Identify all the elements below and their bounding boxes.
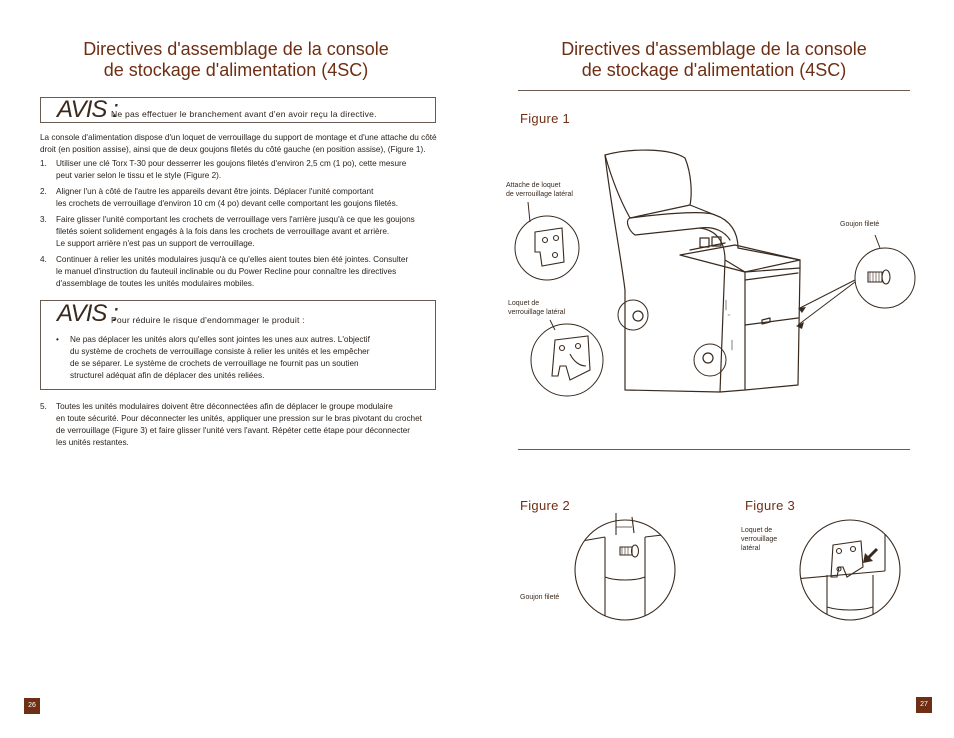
press-arrow-icon	[863, 549, 877, 563]
step-line: filetés soient solidement engagés à la fois dans les crochets de verrouillage avant et arrière.	[56, 227, 390, 236]
notice-text-2: Pour réduire le risque d'endommager le produit :	[111, 315, 305, 325]
side-latch-detail	[552, 336, 590, 380]
bullet-line: structurel adéquat afin de déplacer des unités reliées.	[70, 371, 265, 380]
step-line: d'assemblage de toutes les unités modulaires mobiles.	[56, 279, 255, 288]
figure-3-label: Figure 3	[745, 498, 796, 513]
left-title-line1: Directives d'assemblage de la console	[83, 39, 389, 59]
callout-latch-clip	[515, 216, 579, 280]
bullet-line: Ne pas déplacer les unités alors qu'elles sont jointes les unes aux autres. L'objectif	[70, 335, 370, 344]
caption-line: verrouillage	[741, 536, 778, 543]
bullet-line: de se séparer. Le système de crochets de verrouillage ne fournit pas un soutien	[70, 359, 359, 368]
notice-text-1: Ne pas effectuer le branchement avant d'en avoir reçu la directive.	[111, 109, 377, 119]
caption-threaded-stud-2: Goujon fileté	[520, 594, 560, 601]
callout-side-latch	[531, 324, 603, 396]
caption-threaded-stud-1: Goujon fileté	[840, 221, 880, 228]
step-number: 4.	[40, 255, 47, 264]
page-number-left: 26	[24, 698, 40, 714]
notice-title-2: AVIS :	[57, 300, 118, 327]
step-line: Continuer à relier les unités modulaires jusqu'à ce qu'elles aient toutes bien été jointes. Consulter	[56, 255, 409, 264]
figure-2-label: Figure 2	[520, 498, 571, 513]
console-top	[680, 245, 800, 272]
divider-top	[518, 90, 910, 91]
bullet-point: •	[56, 335, 59, 344]
step-line: Toutes les unités modulaires doivent être déconnectées afin de déplacer le groupe modulaire	[56, 402, 393, 411]
caption-line: Attache de loquet	[506, 182, 561, 189]
left-title-line2: de stockage d'alimentation (4SC)	[103, 60, 369, 80]
page-number-right: 27	[916, 697, 932, 713]
step-line: en toute sécurité. Pour déconnecter les unités, appliquer une pression sur le bras pivotant du crochet	[56, 414, 422, 423]
figure-3-illustration	[795, 515, 905, 625]
step-number: 5.	[40, 402, 47, 411]
step-line: le manuel d'instruction du fauteuil inclinable ou du Power Recline pour connaître les directives	[56, 267, 397, 276]
step-number: 2.	[40, 187, 47, 196]
latch-clip-detail	[535, 228, 564, 266]
intro-line-1: La console d'alimentation dispose d'un loquet de verrouillage du support de montage et d'une attache du côté	[40, 133, 437, 142]
notice-bullet-text	[70, 334, 420, 382]
caption-line: latéral	[741, 545, 761, 552]
caption-side-latch-3	[741, 526, 801, 553]
latch-point-2	[703, 353, 713, 363]
figure-1-label: Figure 1	[520, 111, 571, 126]
caption-line: Loquet de	[741, 527, 773, 534]
callout-threaded-stud	[855, 248, 915, 308]
step-number: 3.	[40, 215, 47, 224]
latch-point-1	[633, 311, 643, 321]
caption-line: de verrouillage latéral	[506, 191, 573, 198]
step-line: Aligner l'un à côté de l'autre les appareils devant être joints. Déplacer l'unité comportant	[56, 187, 374, 196]
caption-line: verrouillage latéral	[508, 309, 566, 316]
right-title-line2: de stockage d'alimentation (4SC)	[581, 60, 847, 80]
figure-2-illustration	[570, 515, 680, 625]
outlet-icon	[700, 238, 709, 247]
right-title-line1: Directives d'assemblage de la console	[561, 39, 867, 59]
divider-middle	[518, 449, 910, 450]
notice-box-1	[40, 97, 436, 123]
step-line: Utiliser une clé Torx T-30 pour desserrer les goujons filetés d'environ 2,5 cm (1 po), cette mesure	[56, 159, 407, 168]
step-line: Faire glisser l'unité comportant les crochets de verrouillage vers l'arrière jusqu'à ce que les goujons	[56, 215, 415, 224]
step-number: 1.	[40, 159, 47, 168]
intro-line-2: droit (en position assise), ainsi que de deux goujons filetés du côté gauche (en position assise), (Figure 1).	[40, 145, 426, 154]
bullet-line: du système de crochets de verrouillage consiste à relier les unités et les empêcher	[70, 347, 370, 356]
step-line: peut varier selon le tissu et le style (Figure 2).	[56, 171, 222, 180]
step-line: les unités restantes.	[56, 438, 129, 447]
intro-paragraph	[40, 132, 460, 156]
left-page-title	[40, 39, 432, 81]
figure-1-illustration	[500, 140, 920, 410]
step-line: Le support arrière n'est pas un support de verrouillage.	[56, 239, 255, 248]
step-line: les crochets de verrouillage d'environ 10 cm (4 po) devant celle comportant les goujons filetés.	[56, 199, 398, 208]
side-latch-fig3	[831, 541, 863, 577]
caption-line: Loquet de	[508, 300, 540, 307]
right-page-title	[518, 39, 910, 81]
chair-back-outline	[605, 150, 691, 218]
chair-body-outline	[605, 155, 725, 392]
notice-title-1: AVIS :	[57, 96, 118, 123]
step-line: de verrouillage (Figure 3) et faire glisser l'unité vers l'avant. Répéter cette étape pour déconnecter	[56, 426, 411, 435]
threaded-stud-detail	[868, 270, 890, 284]
